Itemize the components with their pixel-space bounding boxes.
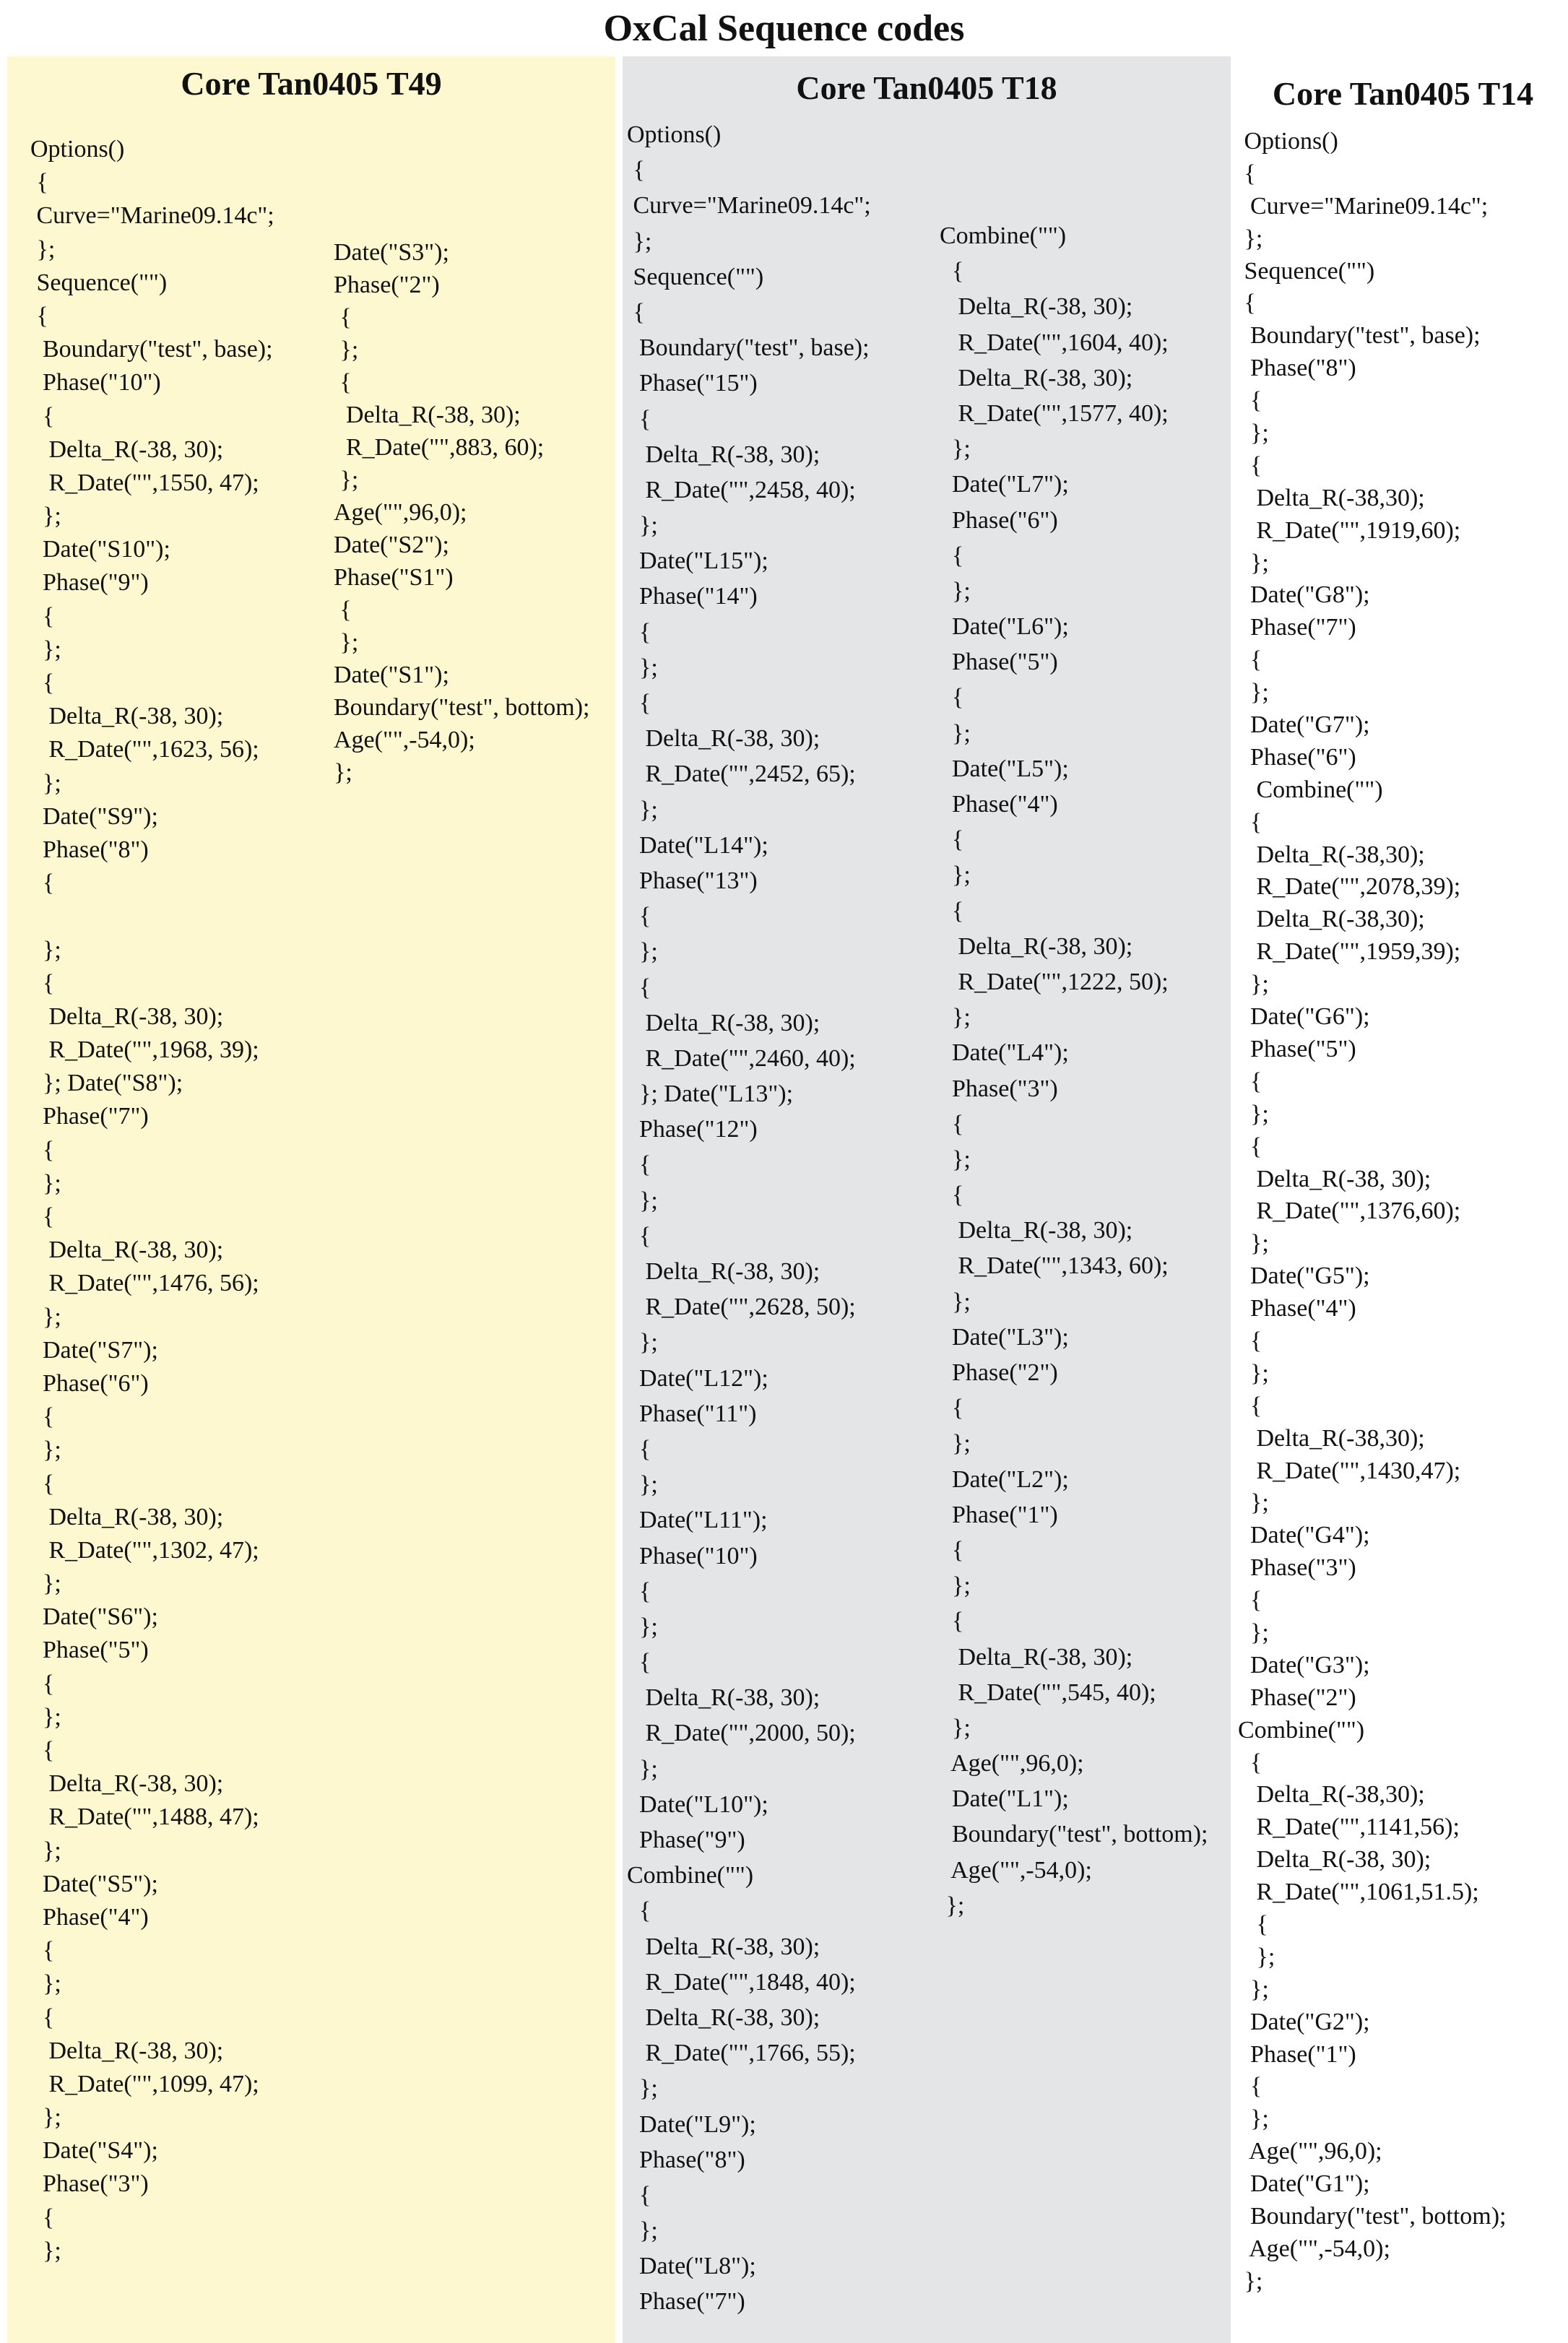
code-column-t18-left: [627, 117, 871, 2320]
code-line: };: [1238, 971, 1269, 998]
code-line: R_Date("",1623, 56);: [30, 736, 259, 763]
panel-title-t49: Core Tan0405 T49: [181, 65, 442, 102]
code-line: R_Date("",2000, 50);: [627, 1720, 856, 1747]
code-line: Date("L5");: [940, 755, 1069, 782]
code-line: Phase("6"): [940, 506, 1058, 534]
code-line: {: [30, 1737, 55, 1764]
code-line: };: [627, 512, 658, 540]
code-line: Phase("1"): [940, 1501, 1058, 1528]
code-line: Delta_R(-38, 30);: [30, 436, 224, 463]
code-line: R_Date("",2078,39);: [1238, 873, 1461, 901]
code-line: };: [627, 1329, 658, 1356]
code-line: Sequence(""): [1238, 257, 1375, 285]
code-line: Combine(""): [940, 222, 1067, 249]
code-line: Delta_R(-38, 30);: [30, 703, 224, 730]
code-line: Date("L11");: [627, 1507, 768, 1534]
code-line: };: [30, 2104, 61, 2131]
code-line: Phase("13"): [627, 867, 758, 894]
code-line: {: [627, 1649, 651, 1676]
code-line: Delta_R(-38, 30);: [30, 1503, 224, 1530]
code-line: };: [334, 467, 359, 493]
code-line: Phase("7"): [627, 2288, 745, 2316]
code-line: {: [627, 974, 651, 1001]
code-line: }; Date("S8");: [30, 1070, 183, 1097]
code-line: Date("S7");: [30, 1336, 158, 1364]
code-line: Phase("7"): [30, 1103, 149, 1130]
code-line: Phase("3"): [30, 2170, 149, 2198]
code-line: Delta_R(-38, 30);: [940, 1643, 1133, 1671]
code-line: Date("L9");: [627, 2110, 756, 2138]
code-line: R_Date("",1141,56);: [1238, 1814, 1460, 1841]
code-line: Delta_R(-38, 30);: [30, 2037, 224, 2064]
code-line: R_Date("",1430,47);: [1238, 1457, 1461, 1484]
code-line: {: [30, 2204, 55, 2231]
code-line: {: [940, 826, 964, 854]
code-line: R_Date("",1488, 47);: [30, 1803, 259, 1831]
code-line: Boundary("test", bottom);: [334, 694, 590, 721]
code-line: };: [940, 1288, 971, 1315]
code-line: Phase("12"): [627, 1116, 758, 1143]
code-line: {: [334, 304, 352, 331]
code-line: {: [30, 969, 55, 997]
code-line: Date("G3");: [1238, 1651, 1370, 1679]
code-line: Date("S10");: [30, 536, 170, 563]
code-line: R_Date("",1550, 47);: [30, 469, 259, 496]
code-line: {: [1238, 1392, 1262, 1419]
code-line: Date("S9");: [30, 802, 158, 830]
code-line: Age("",96,0);: [940, 1750, 1084, 1777]
code-line: Delta_R(-38, 30);: [627, 1933, 820, 1960]
code-line: {: [627, 1151, 651, 1179]
code-line: {: [627, 903, 651, 930]
code-line: };: [30, 1169, 61, 1197]
code-line: Date("S2");: [334, 532, 449, 558]
code-line: Sequence(""): [30, 269, 168, 296]
code-line: Delta_R(-38, 30);: [1238, 1846, 1431, 1874]
code-line: };: [940, 577, 971, 605]
code-line: Date("S4");: [30, 2137, 158, 2165]
code-line: {: [940, 258, 964, 285]
code-line: {: [30, 2004, 55, 2031]
code-line: Date("G7");: [1238, 711, 1370, 739]
code-line: Date("L7");: [940, 471, 1069, 498]
code-line: Delta_R(-38, 30);: [30, 1002, 224, 1030]
code-line: Phase("2"): [1238, 1684, 1356, 1711]
code-line: R_Date("",1848, 40);: [627, 1968, 856, 1996]
code-line: Combine(""): [1238, 1716, 1365, 1744]
code-line: Boundary("test", base);: [627, 334, 870, 362]
code-line: {: [1238, 1587, 1262, 1614]
code-line: {: [30, 870, 55, 897]
code-line: Phase("S1"): [334, 564, 454, 591]
code-line: }; Date("L13");: [627, 1080, 794, 1108]
code-line: Date("L4");: [940, 1039, 1069, 1067]
code-line: R_Date("",1099, 47);: [30, 2070, 259, 2097]
code-line: {: [1238, 387, 1262, 415]
code-line: R_Date("",1919,60);: [1238, 516, 1461, 544]
code-line: };: [940, 1892, 965, 1919]
code-line: R_Date("",1343, 60);: [940, 1252, 1169, 1280]
code-line: };: [1238, 2267, 1263, 2295]
code-line: Delta_R(-38, 30);: [940, 1217, 1133, 1244]
code-line: };: [334, 759, 352, 786]
code-line: Delta_R(-38, 30);: [627, 441, 820, 468]
code-line: };: [627, 1613, 658, 1640]
code-line: Delta_R(-38, 30);: [940, 932, 1133, 960]
code-line: R_Date("",883, 60);: [334, 434, 545, 461]
code-line: };: [30, 636, 61, 663]
code-line: };: [30, 1837, 61, 1864]
code-line: R_Date("",2452, 65);: [627, 761, 856, 788]
code-line: Age("",-54,0);: [940, 1856, 1092, 1884]
code-line: {: [1238, 1067, 1262, 1095]
code-line: };: [940, 1430, 971, 1458]
code-line: {: [1238, 451, 1262, 479]
code-line: };: [940, 719, 971, 747]
code-line: {: [1238, 1749, 1262, 1776]
code-line: Age("",96,0);: [1238, 2138, 1382, 2165]
code-line: Phase("10"): [30, 369, 161, 397]
code-line: {: [1238, 1327, 1262, 1354]
code-column-t18-right: [940, 218, 1208, 1923]
code-line: Date("G6");: [1238, 1003, 1370, 1031]
code-line: {: [30, 670, 55, 696]
code-line: Phase("3"): [1238, 1554, 1356, 1582]
code-line: Date("G5");: [1238, 1263, 1370, 1290]
code-line: {: [627, 405, 651, 433]
code-line: Delta_R(-38, 30);: [627, 1684, 820, 1712]
code-line: Delta_R(-38,30);: [1238, 1424, 1425, 1452]
code-line: {: [627, 1897, 651, 1925]
code-line: };: [30, 1570, 61, 1598]
code-line: };: [30, 235, 56, 263]
code-line: Options(): [1238, 128, 1338, 155]
code-line: };: [627, 654, 658, 681]
code-line: };: [1238, 225, 1263, 252]
code-line: };: [1238, 1619, 1269, 1646]
code-line: Date("L12");: [627, 1364, 768, 1392]
code-line: Phase("15"): [627, 370, 758, 397]
code-line: Phase("6"): [30, 1369, 149, 1397]
code-line: {: [627, 1435, 651, 1463]
code-line: Date("S3");: [334, 239, 449, 266]
code-line: {: [1238, 1910, 1268, 1938]
code-line: };: [627, 1755, 658, 1783]
code-line: {: [940, 542, 964, 569]
code-line: Boundary("test", bottom);: [940, 1821, 1208, 1848]
code-line: {: [627, 298, 645, 326]
code-line: Phase("9"): [627, 1827, 745, 1853]
code-line: R_Date("",1222, 50);: [940, 968, 1169, 995]
code-line: {: [940, 1182, 964, 1209]
code-line: {: [1238, 646, 1262, 674]
code-line: Delta_R(-38, 30);: [1238, 1165, 1431, 1192]
code-line: {: [30, 1136, 55, 1164]
code-line: Date("G1");: [1238, 2170, 1370, 2198]
panel-core-t14: [1238, 56, 1568, 2343]
code-line: Delta_R(-38,30);: [1238, 906, 1425, 933]
code-line: Boundary("test", base);: [1238, 322, 1481, 350]
code-line: R_Date("",1061,51.5);: [1238, 1879, 1479, 1906]
code-line: Phase("8"): [627, 2146, 745, 2173]
code-line: {: [30, 1470, 55, 1497]
code-line: Date("L10");: [627, 1790, 768, 1818]
code-line: Options(): [627, 121, 722, 148]
code-line: R_Date("",1766, 55);: [627, 2040, 856, 2067]
code-line: };: [627, 1187, 658, 1214]
code-line: Delta_R(-38, 30);: [627, 1258, 820, 1285]
code-line: Phase("14"): [627, 583, 758, 610]
code-line: };: [1238, 679, 1269, 706]
code-line: Date("S1");: [334, 662, 449, 688]
code-line: Phase("5"): [940, 649, 1058, 676]
code-line: };: [940, 1004, 971, 1031]
code-line: };: [1238, 1943, 1275, 1970]
code-line: };: [334, 629, 359, 656]
code-line: };: [940, 436, 971, 463]
code-line: Phase("2"): [940, 1359, 1058, 1386]
panel-core-t18: [623, 56, 1231, 2343]
code-line: Date("L3");: [940, 1323, 1069, 1351]
code-line: Phase("5"): [30, 1637, 149, 1664]
code-line: };: [940, 862, 971, 889]
code-line: {: [334, 597, 352, 623]
code-line: };: [30, 2237, 61, 2264]
code-line: };: [30, 769, 61, 797]
code-line: };: [1238, 1100, 1269, 1127]
code-line: };: [30, 1303, 61, 1330]
code-line: {: [940, 1536, 964, 1564]
code-line: };: [627, 1471, 658, 1499]
code-line: Boundary("test", base);: [30, 336, 273, 363]
code-line: {: [30, 1937, 55, 1965]
code-line: {: [627, 1577, 651, 1605]
code-line: {: [30, 602, 55, 630]
code-line: };: [1238, 1489, 1269, 1517]
code-line: Combine(""): [1238, 776, 1383, 803]
code-line: {: [1238, 290, 1256, 317]
code-line: Sequence(""): [627, 263, 764, 290]
code-line: Phase("3"): [940, 1075, 1058, 1102]
panel-title-t18: Core Tan0405 T18: [796, 69, 1057, 106]
code-line: R_Date("",1968, 39);: [30, 1036, 259, 1064]
code-line: Delta_R(-38, 30);: [30, 1237, 224, 1264]
code-line: R_Date("",1604, 40);: [940, 329, 1169, 356]
code-line: R_Date("",1476, 56);: [30, 1270, 259, 1297]
code-line: };: [30, 1437, 61, 1464]
code-line: R_Date("",2458, 40);: [627, 476, 856, 503]
code-line: Date("S5");: [30, 1870, 158, 1897]
code-line: Date("G4");: [1238, 1522, 1370, 1549]
code-line: Curve="Marine09.14c";: [1238, 192, 1489, 220]
code-line: Date("L1");: [940, 1785, 1069, 1813]
code-line: {: [1238, 160, 1256, 187]
code-line: Date("G8");: [1238, 581, 1370, 609]
code-line: };: [627, 2075, 658, 2102]
code-line: {: [30, 1670, 55, 1697]
code-line: Delta_R(-38,30);: [1238, 841, 1425, 868]
code-line: Delta_R(-38, 30);: [334, 402, 521, 428]
code-line: Delta_R(-38, 30);: [627, 2004, 820, 2031]
code-line: {: [30, 169, 48, 196]
code-line: };: [30, 1703, 61, 1731]
code-line: };: [30, 936, 61, 963]
code-line: Date("L15");: [627, 547, 768, 575]
code-line: Age("",-54,0);: [334, 727, 475, 753]
code-line: };: [30, 1970, 61, 1998]
code-line: };: [1238, 1359, 1269, 1387]
code-line: Combine(""): [627, 1862, 754, 1889]
code-line: Phase("4"): [30, 1903, 149, 1931]
code-line: R_Date("",2460, 40);: [627, 1044, 856, 1072]
code-line: R_Date("",1959,39);: [1238, 938, 1461, 966]
code-column-t14: [1238, 126, 1507, 2298]
code-line: {: [30, 402, 55, 430]
code-line: Phase("1"): [1238, 2040, 1356, 2068]
code-line: Phase("2"): [334, 272, 440, 298]
code-line: };: [1238, 549, 1269, 576]
code-line: {: [30, 302, 48, 329]
code-line: Phase("9"): [30, 569, 149, 597]
code-line: {: [30, 1203, 55, 1230]
code-line: {: [940, 1110, 964, 1138]
code-line: {: [30, 1403, 55, 1431]
code-line: };: [1238, 2105, 1269, 2133]
code-line: };: [627, 2217, 658, 2245]
code-line: R_Date("",1376,60);: [1238, 1198, 1461, 1225]
code-line: {: [940, 897, 964, 924]
code-line: };: [334, 337, 359, 363]
code-line: Curve="Marine09.14c";: [30, 202, 274, 230]
code-line: };: [940, 1714, 971, 1741]
code-line: R_Date("",545, 40);: [940, 1679, 1156, 1706]
code-line: Delta_R(-38, 30);: [940, 293, 1133, 321]
code-line: {: [627, 157, 645, 184]
code-line: };: [1238, 420, 1269, 447]
page-title: OxCal Sequence codes: [603, 8, 965, 49]
code-line: {: [627, 690, 651, 716]
code-line: Phase("8"): [30, 836, 149, 863]
code-line: Phase("7"): [1238, 614, 1356, 641]
code-line: Phase("4"): [1238, 1295, 1356, 1322]
code-line: Age("",96,0);: [334, 499, 467, 526]
panel-title-t14: Core Tan0405 T14: [1272, 75, 1534, 112]
code-line: R_Date("",2628, 50);: [627, 1294, 856, 1321]
code-line: {: [1238, 2073, 1262, 2100]
code-line: Delta_R(-38,30);: [1238, 484, 1425, 511]
code-line: Phase("11"): [627, 1400, 757, 1427]
code-line: Phase("5"): [1238, 1035, 1356, 1062]
code-line: Phase("4"): [940, 791, 1058, 818]
code-line: Delta_R(-38, 30);: [627, 725, 820, 753]
code-line: };: [30, 503, 61, 530]
code-column-t49-left: [30, 133, 274, 2268]
code-line: Date("L14");: [627, 831, 768, 859]
code-line: Boundary("test", bottom);: [1238, 2203, 1507, 2230]
code-line: Phase("8"): [1238, 355, 1356, 382]
code-line: Date("L8");: [627, 2253, 756, 2280]
code-line: Delta_R(-38, 30);: [30, 1770, 224, 1798]
code-line: {: [1238, 808, 1262, 836]
code-line: {: [627, 618, 651, 646]
code-line: {: [940, 684, 964, 711]
code-line: Phase("6"): [1238, 743, 1356, 771]
code-line: R_Date("",1302, 47);: [30, 1536, 259, 1564]
code-line: Phase("10"): [627, 1542, 758, 1569]
code-line: Options(): [30, 136, 125, 163]
code-line: Curve="Marine09.14c";: [627, 192, 871, 220]
code-line: Delta_R(-38,30);: [1238, 1781, 1425, 1809]
code-line: {: [940, 1395, 964, 1422]
code-line: Date("S6");: [30, 1603, 158, 1631]
code-line: };: [627, 228, 652, 255]
code-line: };: [1238, 1975, 1269, 2003]
code-line: };: [940, 1145, 971, 1173]
code-line: };: [627, 938, 658, 966]
code-line: {: [334, 369, 352, 396]
code-line: Delta_R(-38, 30);: [940, 364, 1133, 391]
code-line: Date("L6");: [940, 613, 1069, 641]
code-line: };: [940, 1572, 971, 1600]
panel-core-t49: [7, 56, 615, 2343]
code-line: R_Date("",1577, 40);: [940, 399, 1169, 427]
code-line: {: [940, 1608, 964, 1635]
code-line: };: [627, 796, 658, 823]
code-line: {: [1238, 1132, 1262, 1160]
code-line: Date("G2");: [1238, 2008, 1370, 2035]
code-line: Delta_R(-38, 30);: [627, 1009, 820, 1036]
code-line: };: [1238, 1230, 1269, 1257]
code-line: Age("",-54,0);: [1238, 2235, 1390, 2262]
code-line: {: [627, 2181, 651, 2209]
code-column-t49-right: [334, 236, 590, 789]
code-line: [30, 900, 274, 933]
code-line: Date("L2");: [940, 1465, 1069, 1493]
code-line: {: [627, 1222, 651, 1250]
